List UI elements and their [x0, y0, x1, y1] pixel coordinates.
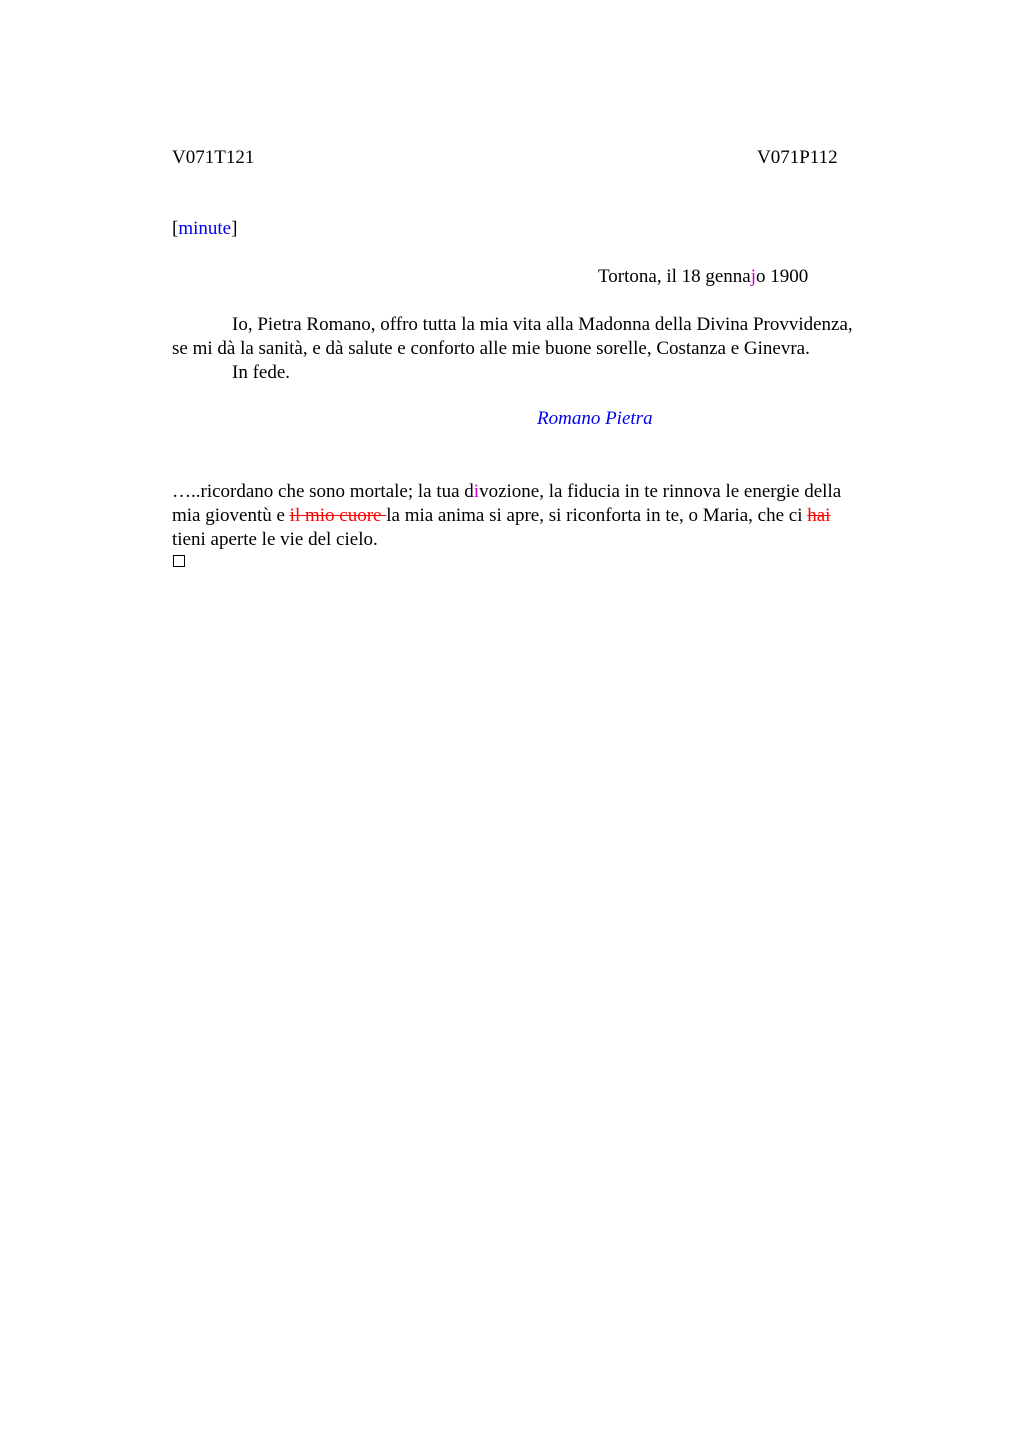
- fragment-line-3: tieni aperte le vie del cielo.: [172, 529, 378, 550]
- fragment-text: la mia anima si apre, si riconforta in te, o Maria, che ci: [386, 505, 808, 526]
- fragment-text: …..ricordano che sono mortale; la tua d: [172, 481, 474, 502]
- end-square-marker: [173, 555, 185, 567]
- fragment-text: vozione, la fiducia in te rinnova le energie della: [479, 481, 842, 502]
- fragment-line-1: [172, 480, 841, 504]
- fragment-deletion: hai: [807, 505, 831, 526]
- fragment-deletion: il mio cuore: [289, 505, 387, 526]
- document-type-label: [172, 218, 237, 240]
- label-close-bracket: ]: [231, 218, 238, 239]
- document-code-right: V071P112: [757, 147, 838, 168]
- dateline-correction: j: [750, 266, 757, 287]
- label-minute: minute: [178, 218, 232, 239]
- fragment-line-2: [172, 504, 830, 528]
- document-code-left: V071T121: [172, 147, 255, 168]
- fragment-correction: i: [473, 481, 480, 502]
- letter-line-3: In fede.: [232, 362, 291, 383]
- fragment-text: mia gioventù e: [172, 505, 290, 526]
- label-open-bracket: [: [172, 218, 179, 239]
- dateline-part1: Tortona, il 18 genna: [598, 266, 751, 287]
- dateline: [598, 266, 808, 288]
- signature: Romano Pietra: [537, 408, 653, 429]
- letter-line-2: se mi dà la sanità, e dà salute e conforto alle mie buone sorelle, Costanza e Ginevra.: [172, 338, 810, 359]
- letter-line-1: Io, Pietra Romano, offro tutta la mia vita alla Madonna della Divina Provvidenza,: [232, 314, 853, 335]
- dateline-part3: o 1900: [756, 266, 809, 287]
